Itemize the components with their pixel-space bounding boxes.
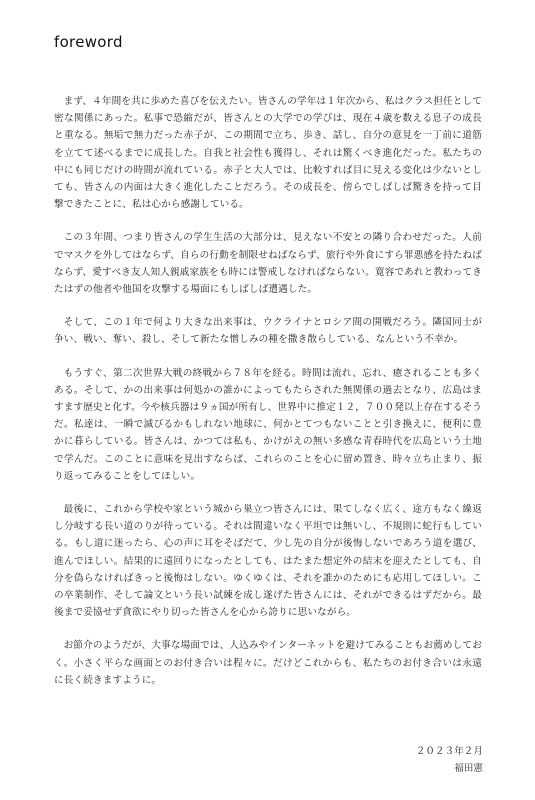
document-body: [54, 93, 482, 705]
paragraph-4: もうすぐ、第二次世界大戦の終戦から７８年を経る。時間は流れ、忘れ、癒されることも多くある。そして、かの出来事は何処かの誰かによってもたらされた無関係の過去となり、広島はますます歴史と化す。今や核兵器は９ヵ国が所有し、世界中に推定１２，７００発以上存在するそうだ。私達は、一瞬で滅びるかもしれない地球に、何かとてつもないことと引き換えに、便利に豊かに暮らしている。皆さんは、かつては私も、かけがえの無い多感な青春時代を広島という土地で学んだ。このことに意味を見出すならば、これらのことを心に留め置き、時々立ち止まり、振り返ってみることをしてほしい。: [54, 367, 482, 482]
page-title: foreword: [54, 33, 123, 51]
signature-block: [416, 743, 483, 777]
paragraph-6: お節介のようだが、大事な場面では、人込みやインターネットを避けてみることもお薦めしておく。小さく平らな画面とのお付き合いは程々に。だけどこれからも、私たちのお付き合いは永遠に長く続きますように。: [54, 640, 482, 686]
paragraph-3: そして、この１年で何より大きな出来事は、ウクライナとロシア間の開戦だろう。隣国同士が争い、戦い、奪い、殺し、そして新たな憎しみの種を撒き散らしている、なんという不幸か。: [54, 317, 482, 346]
paragraph-2: この３年間、つまり皆さんの学生生活の大部分は、見えない不安との隣り合わせだった。人前でマスクを外してはならず、自らの行動を制限せねばならず、旅行や外食にすら罪悪感を持たねばならず、愛すべき友人知人親戚家族をも時には警戒しなければならない。寛容であれと教わってきたはずの他者や他国を攻撃する場面にもしばしば遭遇した。: [54, 232, 482, 296]
paragraph-5: 最後に、これから学校や家という城から巣立つ皆さんには、果てしなく広く、途方もなく繰返し分岐する長い道のりが待っている。それは間違いなく平坦では無いし、不規則に蛇行もしている。もし道に迷ったら、心の声に耳をそばだて、少し先の自分が後悔しないであろう道を選び、進んでほしい。結果的に遠回りになったとしても、はたまた想定外の結末を迎えたとしても、自分を偽らなければきっと後悔はしない。ゆくゆくは、それを誰かのためにも応用してほしい。この卒業制作、そして論文という長い試練を成し遂げた皆さんには、それができるはずだから。最後まで妥協せず貪欲にやり切った皆さんを心から誇りに思いながら。: [54, 504, 482, 619]
signature-date: ２０２３年２月: [415, 746, 483, 757]
signature-author: 福田憲: [454, 763, 483, 774]
paragraph-1: まず、４年間を共に歩めた喜びを伝えたい。皆さんの学年は１年次から、私はクラス担任として密な関係にあった。私事で恐縮だが、皆さんとの大学での学びは、現在４歳を数える息子の成長と重なる。無垢で無力だった赤子が、この期間で立ち、歩き、話し、自分の意見を一丁前に道筋を立てて述べるまでに成長した。自我と社会性も獲得し、それは驚くべき進化だった。私たちの中にも同じだけの時間が流れている。赤子と大人では、比較すれば目に見える変化は少ないとしても、皆さんの内面は大きく進化したことだろう。その成長を、傍らでしばしば驚きを持って目撃できたことに、私は心から感謝している。: [54, 96, 482, 211]
